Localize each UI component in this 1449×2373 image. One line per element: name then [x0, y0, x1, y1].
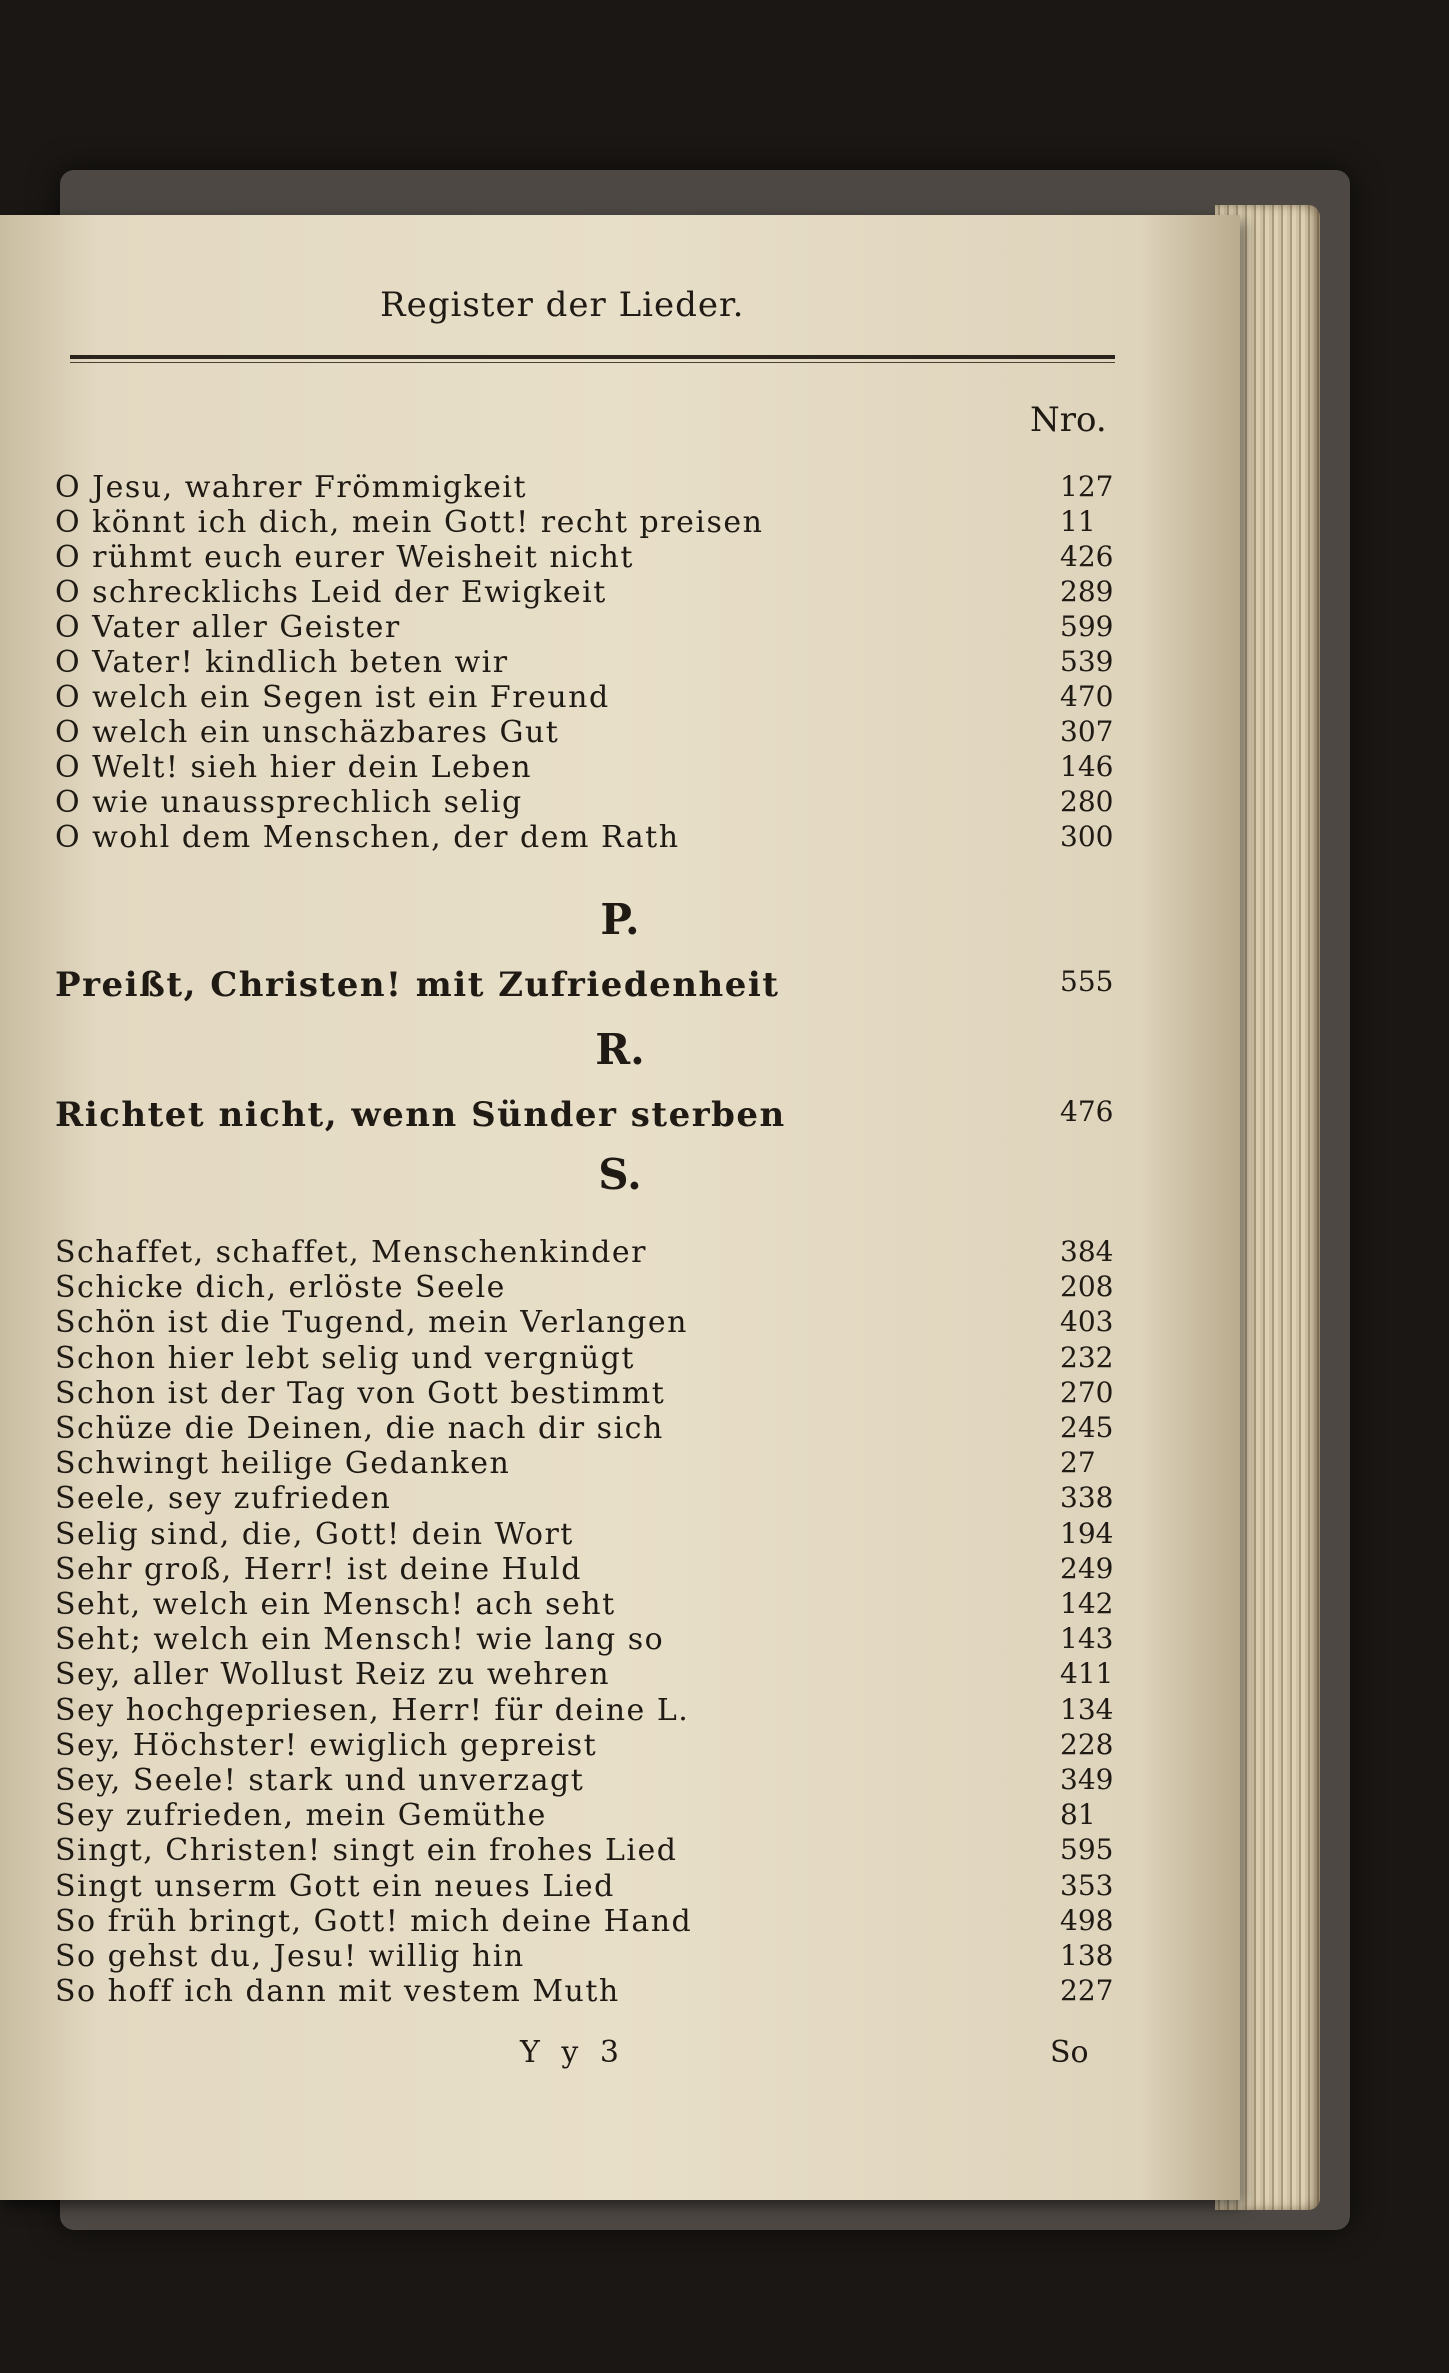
- entry-title: O Jesu, wahrer Frömmigkeit: [55, 470, 528, 505]
- entry-number: 142: [1060, 1587, 1114, 1620]
- entry-number: 270: [1060, 1375, 1114, 1409]
- index-entry: [0, 1411, 1240, 1445]
- entry-title: Singt, Christen! singt ein frohes Lied: [55, 1833, 678, 1869]
- entry-title: Sey zufrieden, mein Gemüthe: [55, 1798, 547, 1834]
- entry-title: O schrecklichs Leid der Ewigkeit: [55, 575, 607, 610]
- entry-title: Schicke dich, erlöste Seele: [55, 1270, 506, 1306]
- entry-number: 146: [1060, 750, 1114, 783]
- entry-title: Sey hochgepriesen, Herr! für deine L.: [55, 1692, 690, 1728]
- entry-number: 227: [1060, 1974, 1114, 2008]
- letter-heading-r: R.: [595, 1025, 645, 1074]
- number-column-header: Nro.: [1030, 400, 1107, 440]
- index-entry: [0, 1833, 1240, 1867]
- index-entry: [0, 1270, 1240, 1304]
- entry-title: Preißt, Christen! mit Zufriedenheit: [55, 965, 780, 1005]
- entry-number: 476: [1060, 1095, 1114, 1128]
- entry-number: 280: [1060, 785, 1114, 818]
- entry-title: Schon ist der Tag von Gott bestimmt: [55, 1375, 666, 1411]
- entry-number: 194: [1060, 1516, 1114, 1550]
- entry-title: Selig sind, die, Gott! dein Wort: [55, 1516, 574, 1552]
- entry-title: O könnt ich dich, mein Gott! recht preisen: [55, 505, 764, 540]
- entry-number: 426: [1060, 540, 1114, 573]
- index-entry: [0, 1376, 1240, 1410]
- entry-title: Seht; welch ein Mensch! wie lang so: [55, 1622, 665, 1658]
- entry-title: Sey, aller Wollust Reiz zu wehren: [55, 1657, 611, 1693]
- entry-number: 539: [1060, 645, 1114, 678]
- entry-title: O Welt! sieh hier dein Leben: [55, 750, 533, 785]
- entry-number: 555: [1060, 965, 1114, 998]
- entry-title: Schon hier lebt selig und vergnügt: [55, 1340, 635, 1376]
- entry-title: O wie unaussprechlich selig: [55, 785, 523, 820]
- index-entry: [0, 820, 1240, 854]
- index-entry: [0, 1587, 1240, 1621]
- index-entry: [0, 750, 1240, 784]
- entry-number: 411: [1060, 1657, 1114, 1691]
- entry-number: 228: [1060, 1727, 1114, 1761]
- entry-number: 245: [1060, 1411, 1114, 1444]
- index-entry: [0, 1552, 1240, 1586]
- entry-title: O Vater aller Geister: [55, 610, 401, 645]
- header-rule: [70, 355, 1115, 359]
- entry-title: O welch ein unschäzbares Gut: [55, 715, 560, 750]
- entry-number: 349: [1060, 1763, 1114, 1796]
- index-entry: [0, 1235, 1240, 1269]
- entry-title: O wohl dem Menschen, der dem Rath: [55, 820, 680, 855]
- entry-title: So früh bringt, Gott! mich deine Hand: [55, 1903, 693, 1939]
- entry-number: 208: [1060, 1270, 1114, 1304]
- index-entry: [0, 1622, 1240, 1656]
- index-entry: [0, 1904, 1240, 1938]
- index-entry: [0, 1657, 1240, 1691]
- entry-number: 353: [1060, 1868, 1114, 1902]
- entry-title: Schüze die Deinen, die nach dir sich: [55, 1411, 664, 1446]
- index-entry: [0, 645, 1240, 679]
- catchword: So: [1050, 2035, 1089, 2070]
- entry-title: Seht, welch ein Mensch! ach seht: [55, 1587, 616, 1622]
- index-entry: [0, 1446, 1240, 1480]
- entry-number: 498: [1060, 1903, 1114, 1937]
- entry-title: Schaffet, schaffet, Menschenkinder: [55, 1235, 647, 1270]
- entry-number: 384: [1060, 1235, 1114, 1268]
- entry-number: 143: [1060, 1622, 1114, 1656]
- entry-title: Seele, sey zufrieden: [55, 1481, 392, 1517]
- index-entry: [0, 785, 1240, 819]
- entry-title: O Vater! kindlich beten wir: [55, 645, 509, 680]
- index-entry: [0, 1341, 1240, 1375]
- index-entry: [0, 1693, 1240, 1727]
- entry-number: 27: [1060, 1446, 1096, 1480]
- entry-title: So gehst du, Jesu! willig hin: [55, 1939, 525, 1974]
- index-entry: [0, 1939, 1240, 1973]
- entry-number: 470: [1060, 680, 1114, 713]
- index-entry: [0, 540, 1240, 574]
- entry-number: 595: [1060, 1833, 1114, 1867]
- index-entry: [0, 1763, 1240, 1797]
- entry-title: Sey, Höchster! ewiglich gepreist: [55, 1727, 598, 1763]
- entry-number: 249: [1060, 1551, 1114, 1585]
- signature-mark: Y y 3: [520, 2035, 625, 2070]
- index-entry: [0, 1974, 1240, 2008]
- entry-title: Schwingt heilige Gedanken: [55, 1446, 511, 1482]
- index-entry: [0, 1517, 1240, 1551]
- index-entry: [0, 1095, 1240, 1135]
- index-entry: [0, 1481, 1240, 1515]
- entry-title: Sey, Seele! stark und unverzagt: [55, 1763, 585, 1798]
- index-entry: [0, 715, 1240, 749]
- entry-number: 11: [1060, 505, 1096, 538]
- entry-title: Singt unserm Gott ein neues Lied: [55, 1868, 615, 1904]
- index-entry: [0, 610, 1240, 644]
- index-entry: [0, 470, 1240, 504]
- entry-title: O welch ein Segen ist ein Freund: [55, 680, 610, 715]
- entry-title: So hoff ich dann mit vestem Muth: [55, 1974, 620, 2010]
- entry-title: Richtet nicht, wenn Sünder sterben: [55, 1095, 786, 1135]
- index-entry: [0, 1305, 1240, 1339]
- entry-number: 403: [1060, 1305, 1114, 1339]
- entry-number: 338: [1060, 1481, 1114, 1515]
- entry-number: 81: [1060, 1798, 1096, 1832]
- entry-number: 289: [1060, 575, 1114, 608]
- entry-number: 300: [1060, 820, 1114, 853]
- entry-number: 307: [1060, 715, 1114, 748]
- running-head: Register der Lieder.: [380, 285, 745, 325]
- letter-heading-p: P.: [600, 895, 640, 944]
- index-entry: [0, 965, 1240, 1005]
- entry-number: 134: [1060, 1692, 1114, 1726]
- entry-number: 599: [1060, 610, 1114, 643]
- entry-number: 127: [1060, 470, 1114, 503]
- entry-title: O rühmt euch eurer Weisheit nicht: [55, 540, 634, 575]
- letter-heading-s: S.: [598, 1150, 642, 1199]
- entry-title: Schön ist die Tugend, mein Verlangen: [55, 1305, 688, 1341]
- index-entry: [0, 680, 1240, 714]
- index-entry: [0, 575, 1240, 609]
- index-entry: [0, 505, 1240, 539]
- entry-title: Sehr groß, Herr! ist deine Huld: [55, 1551, 582, 1587]
- index-entry: [0, 1728, 1240, 1762]
- index-entry: [0, 1798, 1240, 1832]
- entry-number: 232: [1060, 1340, 1114, 1374]
- entry-number: 138: [1060, 1939, 1114, 1972]
- index-entry: [0, 1869, 1240, 1903]
- book-page: [0, 215, 1240, 2200]
